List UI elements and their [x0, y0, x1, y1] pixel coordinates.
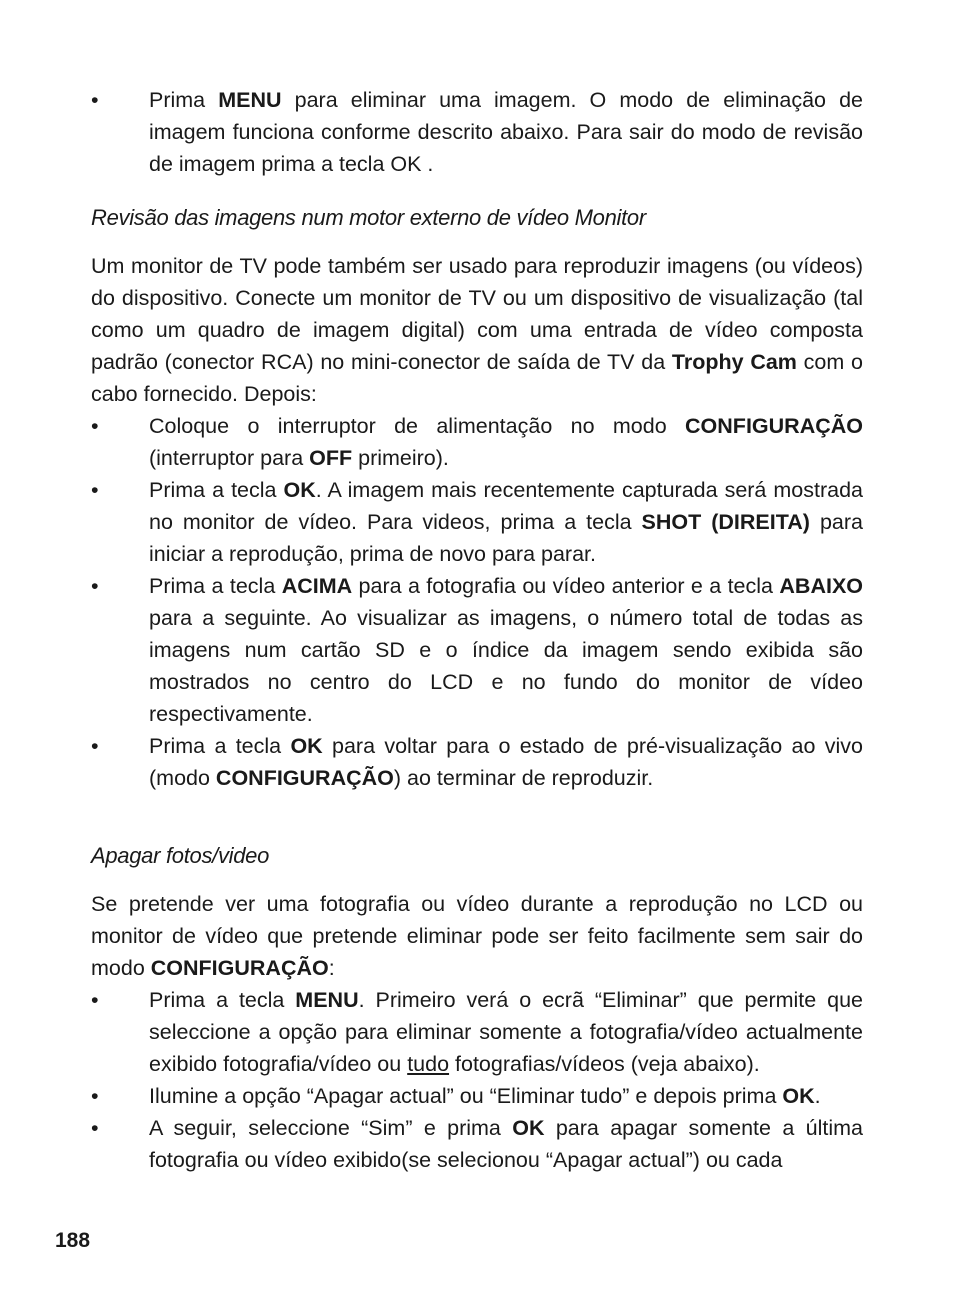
bullet-marker: •	[91, 1116, 99, 1140]
page-number: 188	[55, 1229, 91, 1252]
list-item: • A seguir, seleccione “Sim” e prima OK para apagar somente a última fotografia ou vídeo exibido(se selecionou “Apagar actual”) ou cada	[91, 1112, 863, 1176]
paragraph-tv-monitor: Um monitor de TV pode também ser usado para reproduzir imagens (ou vídeos) do dispositivo. Conecte um monitor de TV ou um dispositivo de visualização (tal como um quadro de imagem digital) com uma entrada de vídeo composta padrão (conector RCA) no mini-conector de saída de TV da Trophy Cam com o cabo fornecido. Depois:	[91, 254, 863, 406]
bullet-marker: •	[91, 478, 99, 502]
bullet-marker: •	[91, 414, 99, 438]
list-item: • Ilumine a opção “Apagar actual” ou “Eliminar tudo” e depois prima OK.	[91, 1080, 863, 1112]
intro-bullet-list	[91, 84, 863, 180]
list-item: • Prima a tecla ACIMA para a fotografia ou vídeo anterior e a tecla ABAIXO para a seguinte. Ao visualizar as imagens, o número total de todas as imagens num cartão SD e o índice da imagem sendo exibida são mostrados no centro do LCD e no fundo do monitor de vídeo respectivamente.	[91, 570, 863, 730]
list-item: • Prima a tecla OK. A imagem mais recentemente capturada será mostrada no monitor de vídeo. Para videos, prima a tecla SHOT (DIREITA) para iniciar a reprodução, prima de novo para parar.	[91, 474, 863, 570]
paragraph-delete-photos: Se pretende ver uma fotografia ou vídeo durante a reprodução no LCD ou monitor de vídeo que pretende eliminar pode ser feito facilmente sem sair do modo CONFIGURAÇÃO:	[91, 892, 863, 980]
page-body	[91, 84, 863, 1176]
list-item: • Prima MENU para eliminar uma imagem. O modo de eliminação de imagem funciona conforme descrito abaixo. Para sair do modo de revisão de imagem prima a tecla OK .	[91, 84, 863, 180]
list-item: • Coloque o interruptor de alimentação no modo CONFIGURAÇÃO (interruptor para OFF primeiro).	[91, 410, 863, 474]
list-item: • Prima a tecla MENU. Primeiro verá o ecrã “Eliminar” que permite que seleccione a opção para eliminar somente a fotografia/vídeo actualmente exibido fotografia/vídeo ou tudo fotografias/vídeos (veja abaixo).	[91, 984, 863, 1080]
section-heading-tv-monitor: Revisão das imagens num motor externo de vídeo Monitor	[91, 205, 646, 230]
bullet-marker: •	[91, 734, 99, 758]
delete-photos-bullet-list	[91, 984, 863, 1176]
section-heading-delete-photos: Apagar fotos/video	[91, 843, 270, 868]
bullet-marker: •	[91, 1084, 99, 1108]
tv-monitor-bullet-list	[91, 410, 863, 794]
list-item: • Prima a tecla OK para voltar para o estado de pré-visualização ao vivo (modo CONFIGURAÇÃO) ao terminar de reproduzir.	[91, 730, 863, 794]
bullet-marker: •	[91, 988, 99, 1012]
bullet-marker: •	[91, 574, 99, 598]
bullet-marker: •	[91, 88, 99, 112]
